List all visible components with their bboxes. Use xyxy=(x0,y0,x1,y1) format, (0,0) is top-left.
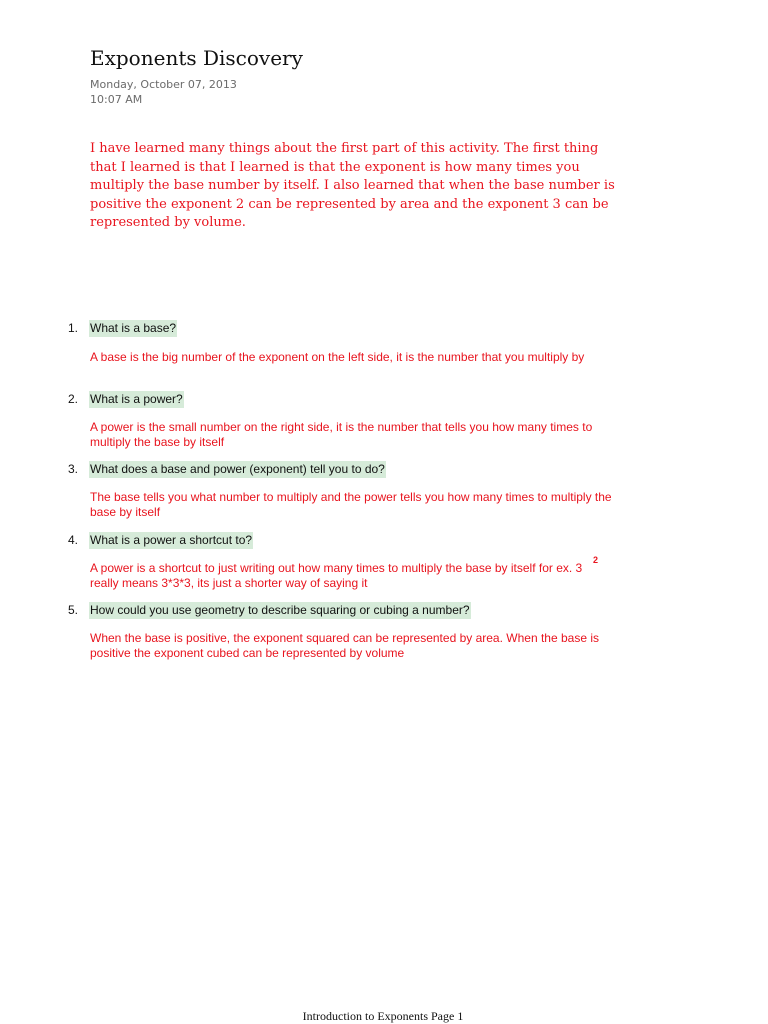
question-text: How could you use geometry to describe squaring or cubing a number? xyxy=(90,603,470,617)
answer-text xyxy=(90,561,630,591)
question-text: What is a power? xyxy=(90,392,183,406)
intro-paragraph: I have learned many things about the first part of this activity. The first thing that I learned is that I learned is that the exponent is how many times you multiply the base number by itself. I also learned that when the base number is positive the exponent 2 can be represented by area and the exponent 3 can be represented by volume. xyxy=(90,141,615,230)
question-text: What is a base? xyxy=(90,321,177,335)
question-text: What does a base and power (exponent) tell you to do? xyxy=(90,462,385,476)
question-number: 4. xyxy=(68,533,79,547)
answer-text: A base is the big number of the exponent on the left side, it is the number that you multiply by xyxy=(90,350,585,364)
question-number: 5. xyxy=(68,603,79,617)
answer-text: The base tells you what number to multiply and the power tells you how many times to multiply the base by itself xyxy=(90,490,612,519)
answer-text: When the base is positive, the exponent squared can be represented by area. When the base is positive the exponent cubed can be represented by volume xyxy=(90,631,599,660)
answer-line-2: really means 3*3*3, its just a shorter way of saying it xyxy=(90,576,368,590)
question-number: 3. xyxy=(68,462,79,476)
answer-text: A power is the small number on the right side, it is the number that tells you how many times to multiply the base by itself xyxy=(90,420,593,449)
page-title: Exponents Discovery xyxy=(90,46,303,70)
note-date: Monday, October 07, 2013 xyxy=(90,78,237,91)
exponent-superscript: 2 xyxy=(593,555,599,565)
page-footer xyxy=(0,1009,768,1024)
note-time: 10:07 AM xyxy=(90,93,143,106)
question-text: What is a power a shortcut to? xyxy=(90,533,253,547)
question-number: 2. xyxy=(68,392,79,406)
answer-line-1: A power is a shortcut to just writing out how many times to multiply the base by itself for ex. 3 xyxy=(90,561,583,575)
question-number: 1. xyxy=(68,321,79,335)
footer-text: Introduction to Exponents Page 1 xyxy=(302,1009,464,1023)
